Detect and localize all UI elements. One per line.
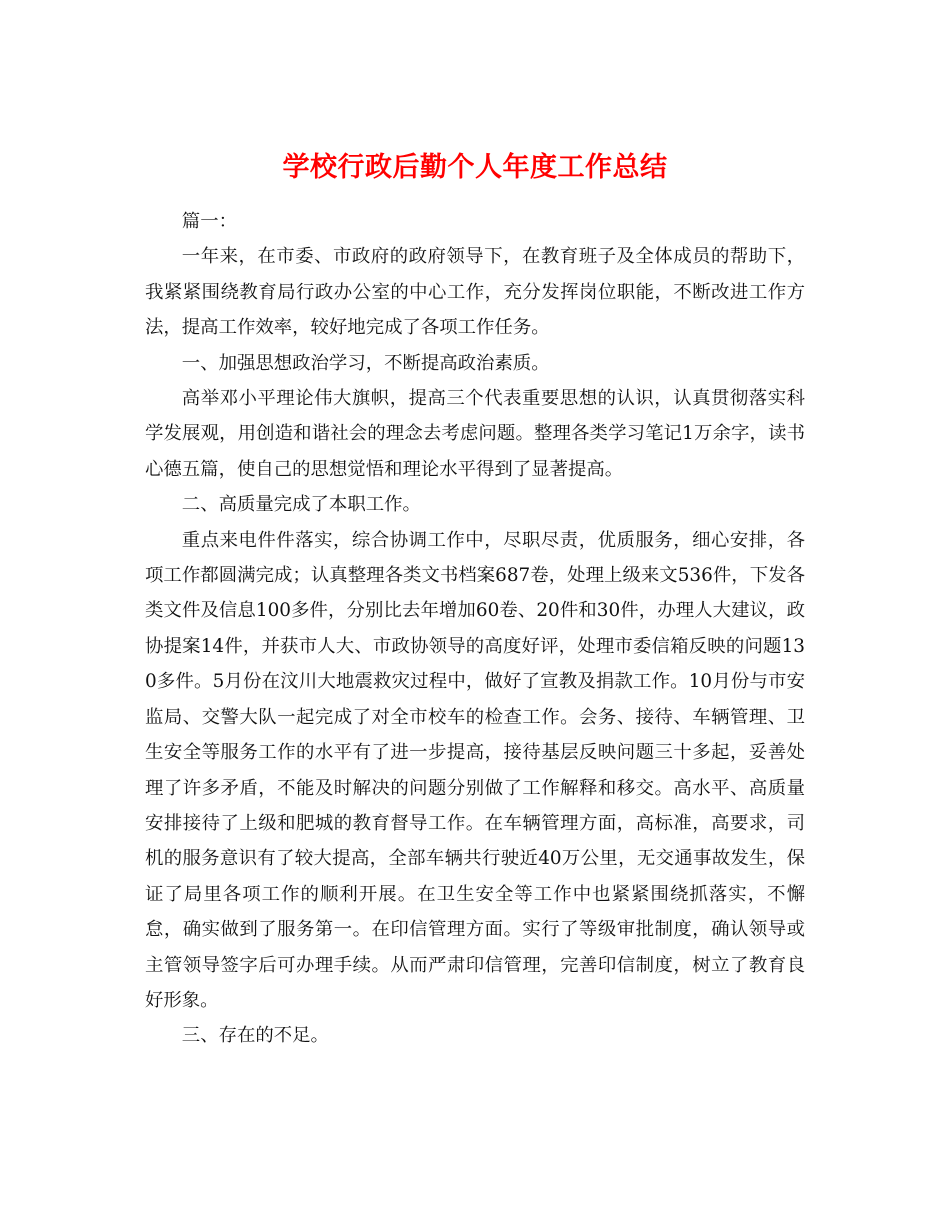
paragraph-intro: 一年来，在市委、市政府的政府领导下，在教育班子及全体成员的帮助下，我紧紧围绕教育局行政办公室的中心工作，充分发挥岗位职能，不断改进工作方法，提高工作效率，较好地完成了各项工作任务。	[145, 246, 805, 339]
paragraph-political-study: 高举邓小平理论伟大旗帜，提高三个代表重要思想的认识，认真贯彻落实科学发展观，用创造和谐社会的理念去考虑问题。整理各类学习笔记1万余字，读书心德五篇，使自己的思想觉悟和理论水平得到了显著提高。	[145, 388, 805, 480]
section-heading-duties: 二、高质量完成了本职工作。	[181, 494, 421, 516]
paragraph-duties: 重点来电件件落实，综合协调工作中，尽职尽责，优质服务，细心安排，各项工作都圆满完成；认真整理各类文书档案687卷，处理上级来文536件，下发各类文件及信息100多件，分别比去年增加60卷、20件和30件，办理人大建议，政协提案14件，并获市人大、市政协领导的高度好评，处理市委信箱反映的问题130多件。5月份在汶川大地震救灾过程中，做好了宣教及捐款工作。10月份与市安监局、交警大队一起完成了对全市校车的检查工作。会务、接待、车辆管理、卫生安全等服务工作的水平有了进一步提高，接待基层反映问题三十多起，妥善处理了许多矛盾，不能及时解决的问题分别做了工作解释和移交。高水平、高质量安排接待了上级和肥城的教育督导工作。在车辆管理方面，高标准，高要求，司机的服务意识有了较大提高，全部车辆共行驶近40万公里，无交通事故发生，保证了局里各项工作的顺利开展。在卫生安全等工作中也紧紧围绕抓落实，不懈怠，确实做到了服务第一。在印信管理方面。实行了等级审批制度，确认领导或主管领导签字后可办理手续。从而严肃印信管理，完善印信制度，树立了教育良好形象。	[145, 529, 805, 1011]
section-heading-shortcomings: 三、存在的不足。	[181, 1025, 329, 1047]
section-heading-political-study: 一、加强思想政治学习，不断提高政治素质。	[181, 352, 550, 374]
document-title: 学校行政后勤个人年度工作总结	[282, 152, 668, 184]
paragraph-part-one-label: 篇一：	[181, 211, 237, 232]
document-body	[145, 204, 805, 1054]
